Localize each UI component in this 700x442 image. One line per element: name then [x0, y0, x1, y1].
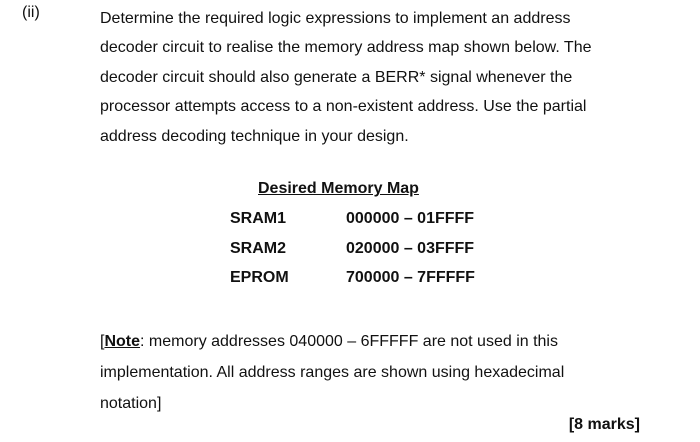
- marks-label: [8 marks]: [568, 416, 640, 433]
- address-range: 000000 – 01FFFF: [346, 210, 475, 227]
- question-line: Determine the required logic expressions to implement an address: [100, 10, 571, 27]
- address-range: 020000 – 03FFFF: [346, 240, 475, 257]
- question-number: (ii): [22, 4, 40, 21]
- question-line: address decoding technique in your design.: [100, 127, 409, 145]
- device-name: EPROM: [230, 269, 289, 286]
- question-line: decoder circuit should also generate a BERR* signal whenever the: [100, 68, 573, 86]
- question-line: processor attempts access to a non-existent address. Use the partial: [100, 98, 587, 116]
- note-line: [100, 326, 660, 357]
- device-name: SRAM2: [230, 240, 287, 257]
- note-text: : memory addresses 040000 – 6FFFFF are not used in this: [140, 333, 558, 350]
- question-line: decoder circuit to realise the memory address map shown below. The: [100, 39, 592, 57]
- memory-map-row: [0, 240, 700, 262]
- address-range: 700000 – 7FFFFF: [346, 269, 475, 286]
- note-line: notation]: [100, 395, 162, 412]
- note-line: implementation. All address ranges are shown using hexadecimal: [100, 364, 565, 381]
- memory-map-title: Desired Memory Map: [258, 180, 419, 197]
- memory-map-row: [0, 269, 700, 291]
- note-block: [100, 326, 660, 419]
- device-name: SRAM1: [230, 210, 287, 227]
- memory-map-row: [0, 210, 700, 232]
- question-text: [100, 4, 660, 151]
- note-label: Note: [104, 333, 141, 350]
- note-open-bracket: [: [100, 333, 105, 350]
